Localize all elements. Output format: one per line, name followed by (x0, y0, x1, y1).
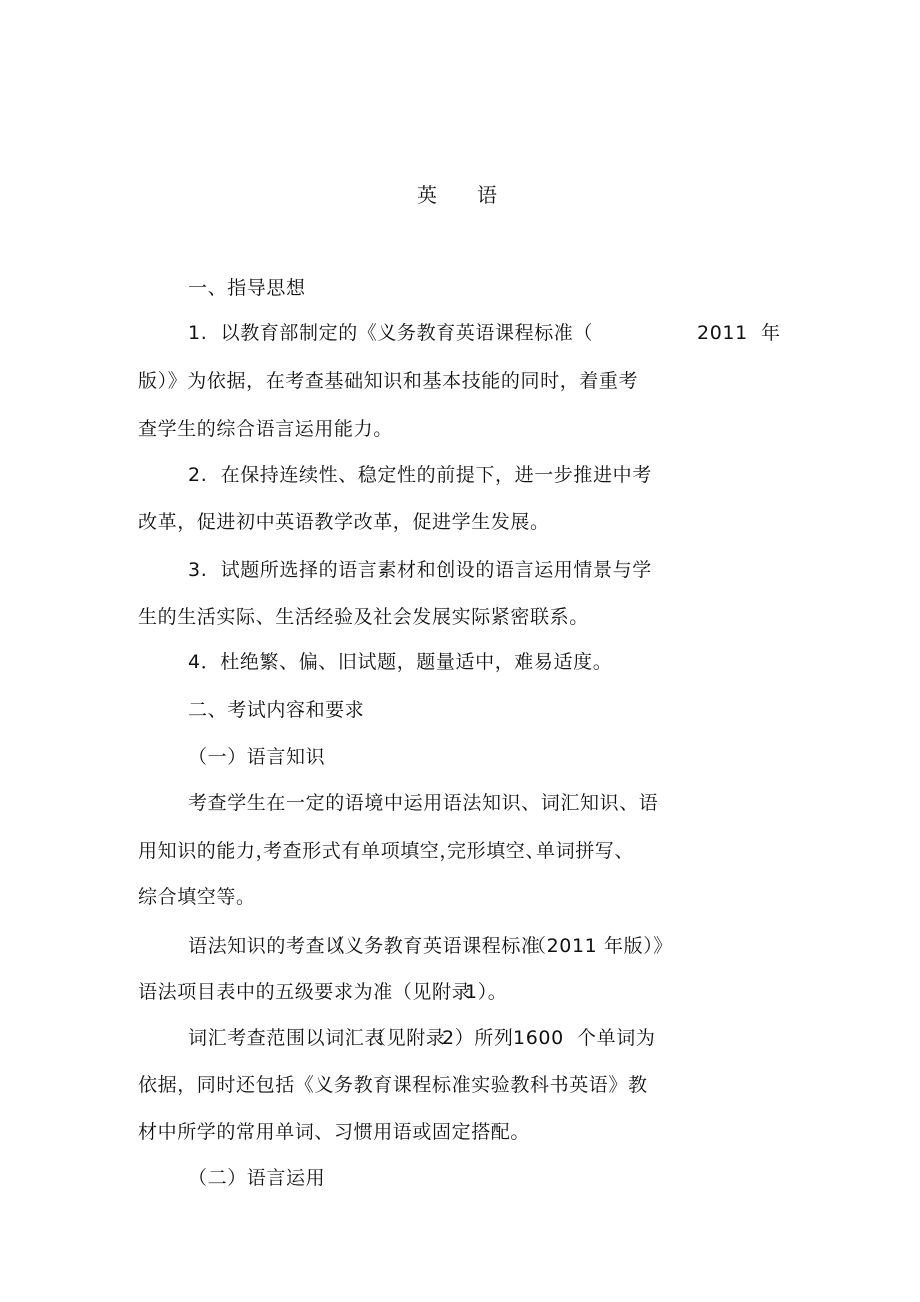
paragraph-line: 语法知识的考查以 (188, 935, 345, 957)
paragraph-line: 2. 在保持连续性、稳定性的前提下，进一步推进中考 (188, 464, 652, 486)
subsection-heading: （二）语言运用 (188, 1167, 326, 1189)
paragraph-line: （2011 年版）》 (527, 935, 673, 957)
paragraph-line: 依据，同时还包括《义务教育课程标准实验教科书英语》教 (138, 1074, 648, 1096)
paragraph-line: 1）。 (465, 981, 508, 1003)
section-heading-2: 二、考试内容和要求 (188, 699, 365, 721)
paragraph-line: 1600 个单词为 (513, 1027, 656, 1049)
paragraph-line: 单词拼写、 (536, 840, 635, 862)
page-title-char-2: 语 (477, 183, 498, 207)
page-title-char-1: 英 (417, 183, 438, 207)
paragraph-line: 2011 年 (697, 322, 781, 344)
subsection-heading: （一）语言知识 (188, 746, 326, 768)
paragraph-line: 完形填空、 (447, 840, 546, 862)
paragraph-line: 查学生的综合语言运用能力。 (138, 418, 393, 440)
paragraph-line: 1. 以教育部制定的《义务教育英语课程标准（ (188, 322, 594, 344)
paragraph-line: 改革，促进初中英语教学改革，促进学生发展。 (138, 511, 550, 533)
paragraph-line: 考查学生在一定的语境中运用语法知识、词汇知识、语 (188, 792, 659, 814)
paragraph-line: 材中所学的常用单词、习惯用语或固定搭配。 (138, 1121, 531, 1143)
paragraph-line: 综合填空等。 (138, 886, 256, 908)
paragraph-line: 4．杜绝繁、偏、旧试题，题量适中，难易适度。 (188, 651, 613, 673)
paragraph-line: 用知识的能力， (138, 840, 276, 862)
paragraph-line: 词汇考查范围以词汇表 (188, 1027, 385, 1049)
paragraph-line: 《义务教育英语课程标准 (325, 935, 541, 957)
paragraph-line: 语法项目表中的五级要求为准（见附录 (138, 981, 472, 1003)
paragraph-line: 2）所列 (442, 1027, 514, 1049)
paragraph-line: 生的生活实际、生活经验及社会发展实际紧密联系。 (138, 606, 589, 628)
paragraph-line: 版）》为依据，在考查基础知识和基本技能的同时，着重考 (138, 370, 639, 392)
section-heading-1: 一、指导思想 (188, 277, 306, 299)
paragraph-line: （见附录 (367, 1027, 446, 1049)
paragraph-line: 3. 试题所选择的语言素材和创设的语言运用情景与学 (188, 559, 652, 581)
paragraph-line: 考查形式有单项填空， (263, 840, 460, 862)
